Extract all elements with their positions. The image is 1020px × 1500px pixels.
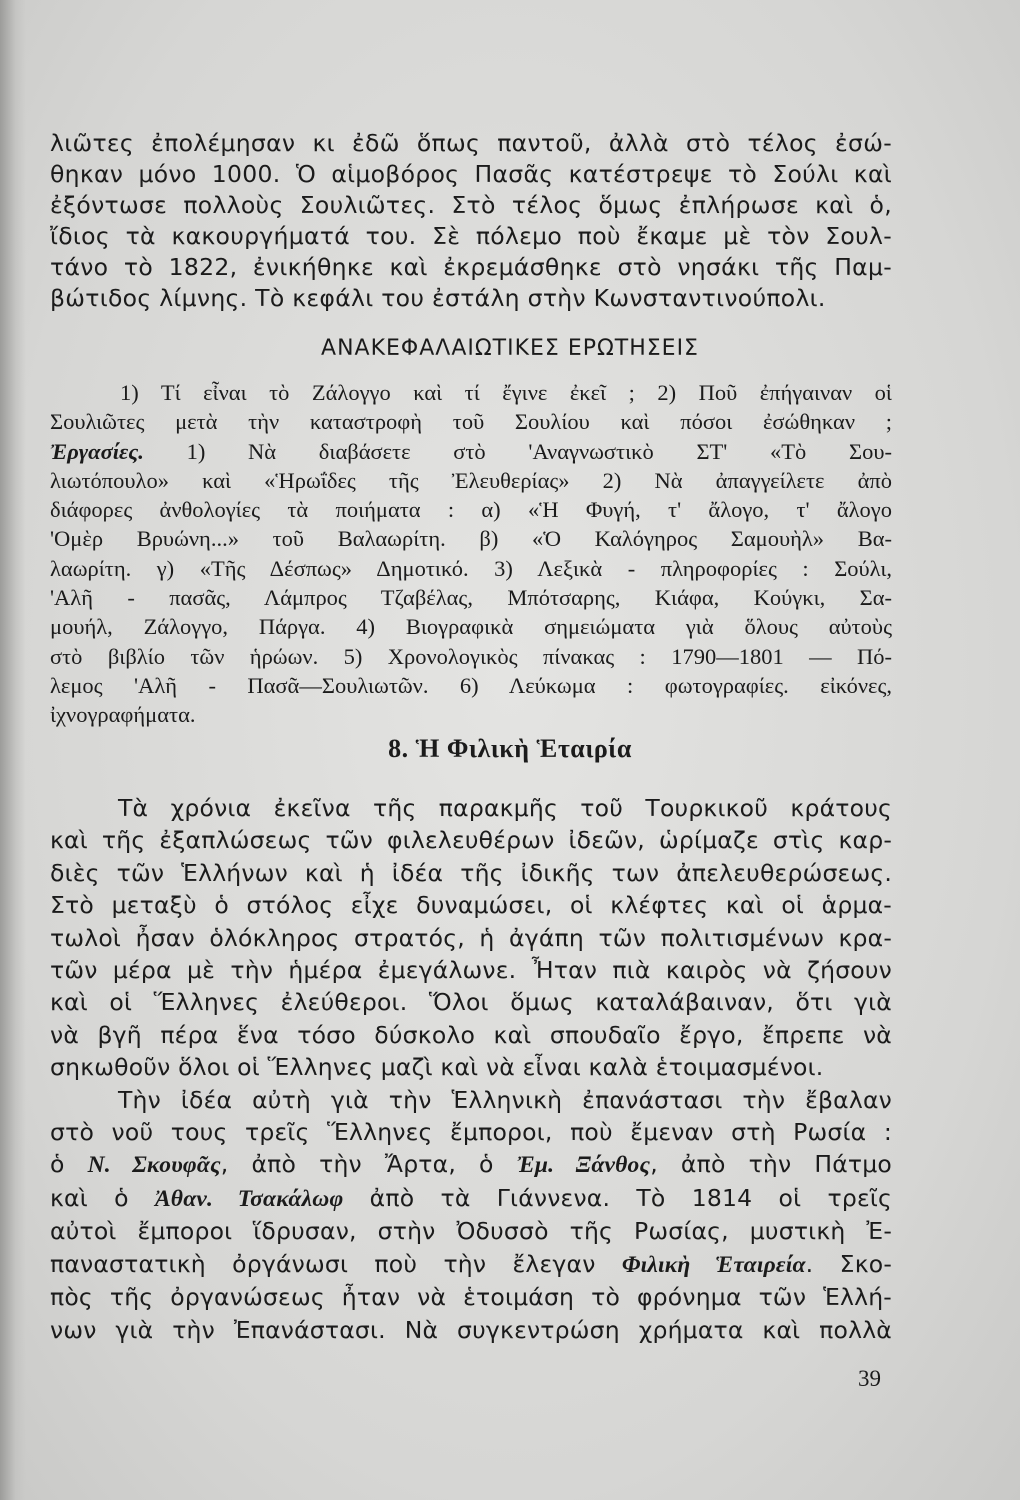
text-line: νὰ βγῆ πέρα ἕνα τόσο δύσκολο καὶ σπουδαῖο ἔργο, ἔπρεπε νὰ	[50, 1020, 892, 1049]
text-line: 'Αλῆ - πασᾶς, Λάμπρος Τζαβέλας, Μπότσαρης, Κιάφα, Κούγκι, Σα-	[50, 585, 892, 611]
activities-label: Ἐργασίες.	[50, 438, 144, 464]
chapter-body	[50, 792, 892, 1346]
review-questions-heading: ΑΝΑΚΕΦΑΛΑΙΩΤΙΚΕΣ ΕΡΩΤΗΣΕΙΣ	[321, 336, 699, 361]
text-line: λαωρίτη. γ) «Τῆς Δέσπως» Δημοτικό. 3) Λεξικὰ - πληροφορίες : Σούλι,	[50, 555, 892, 581]
text-segment: . Σκο-	[805, 1249, 893, 1278]
text-line: καὶ τῆς ἐξαπλώσεως τῶν φιλελευθέρων ἰδεῶν, ὡρίμαζε στὶς καρ-	[50, 826, 892, 855]
text-line: 1) Τί εἶναι τὸ Ζάλογγο καὶ τί ἔγινε ἐκεῖ ; 2) Ποῦ ἐπήγαιναν οἱ	[120, 380, 892, 405]
text-line: νων γιὰ τὴν Ἐπανάστασι. Νὰ συγκεντρώση χρήματα καὶ πολλὰ	[50, 1315, 892, 1344]
review-questions	[50, 378, 892, 730]
text-segment: , ἀπὸ τὴν Ἄρτα, ὁ	[220, 1150, 494, 1179]
text-line: πὸς τῆς ὀργανώσεως ἦταν νὰ ἑτοιμάση τὸ φρόνημα τῶν Ἑλλή-	[50, 1283, 892, 1312]
text-line: τῶν μέρα μὲ τὴν ἡμέρα ἐμεγάλωνε. Ἦταν πιὰ καιρὸς νὰ ζήσουν	[50, 956, 892, 985]
text-line: ἴδιος τὰ κακουργήματά του. Σὲ πόλεμο ποὺ ἔκαμε μὲ τὸν Σουλ-	[50, 222, 892, 250]
chapter-title: 8. Ἡ Φιλικὴ Ἑταιρία	[388, 734, 632, 763]
text-segment: παναστατικὴ ὀργάνωσι ποὺ τὴν ἔλεγαν	[50, 1249, 596, 1278]
text-line: διὲς τῶν Ἑλλήνων καὶ ἡ ἰδέα τῆς ἰδικῆς των ἀπελευθερώσεως.	[50, 858, 892, 887]
text-segment: 1) Νὰ διαβάσετε στὸ 'Αναγνωστικὸ ΣΤ' «Τὸ Σου-	[186, 438, 892, 464]
text-line: Στὸ μεταξὺ ὁ στόλος εἶχε δυναμώσει, οἱ κλέφτες καὶ οἱ ἁρμα-	[50, 891, 892, 920]
person-name: Ν. Σκουφᾶς	[87, 1152, 221, 1179]
text-segment: καὶ ὁ	[50, 1183, 129, 1212]
text-line: λεμος 'Αλῆ - Πασᾶ—Σουλιωτῶν. 6) Λεύκωμα : φωτογραφίες. εἰκόνες,	[50, 672, 892, 698]
text-line: Σουλιῶτες μετὰ τὴν καταστροφὴ τοῦ Σουλίου καὶ πόσοι ἐσώθηκαν ;	[50, 409, 892, 435]
text-line: στὸ βιβλίο τῶν ἡρώων. 5) Χρονολογικὸς πίνακας : 1790—1801 — Πό-	[50, 643, 892, 669]
text-line	[50, 1148, 892, 1181]
text-line: στὸ νοῦ τους τρεῖς Ἕλληνες ἔμποροι, ποὺ ἔμεναν στὴ Ρωσία :	[50, 1118, 892, 1147]
text-line: Τὴν ἰδέα αὐτὴ γιὰ τὴν Ἑλληνικὴ ἐπανάστασι τὴν ἔβαλαν	[118, 1085, 892, 1114]
text-line: τάνο τὸ 1822, ἐνικήθηκε καὶ ἐκρεμάσθηκε στὸ νησάκι τῆς Παμ-	[50, 253, 892, 281]
text-line	[50, 437, 892, 466]
text-line	[50, 1248, 892, 1281]
text-line: ἐξόντωσε πολλοὺς Σουλιῶτες. Στὸ τέλος ὅμως ἐπλήρωσε καὶ ὁ,	[50, 191, 892, 219]
text-line: σηκωθοῦν ὅλοι οἱ Ἕλληνες μαζὶ καὶ νὰ εἶναι καλὰ ἑτοιμασμένοι.	[50, 1053, 824, 1082]
text-line: καὶ οἱ Ἕλληνες ἐλεύθεροι. Ὅλοι ὅμως καταλάβαιναν, ὅτι γιὰ	[50, 988, 892, 1017]
page-number: 39	[858, 1366, 881, 1391]
person-name: Ἐμ. Ξάνθος	[516, 1152, 651, 1179]
text-segment: ὁ	[50, 1150, 65, 1179]
text-line	[50, 1182, 892, 1215]
text-line: θηκαν μόνο 1000. Ὁ αἱμοβόρος Πασᾶς κατέστρεψε τὸ Σούλι καὶ	[50, 160, 892, 188]
text-line: 'Ομὲρ Βρυώνη...» τοῦ Βαλαωρίτη. β) «Ὁ Καλόγηρος Σαμουὴλ» Βα-	[50, 526, 892, 552]
society-name: Φιλικὴ Ἑταιρεία	[621, 1251, 806, 1278]
text-line: τωλοὶ ἦσαν ὁλόκληρος στρατός, ἡ ἀγάπη τῶν πολιτισμένων κρα-	[50, 923, 892, 952]
text-line: λιῶτες ἐπολέμησαν κι ἐδῶ ὅπως παντοῦ, ἀλλὰ στὸ τέλος ἐσώ-	[50, 129, 892, 157]
person-name: Ἀθαν. Τσακάλωφ	[154, 1185, 344, 1212]
text-line: διάφορες ἀνθολογίες τὰ ποιήματα : α) «Ἡ Φυγή, τ' ἄλογο, τ' ἄλογο	[50, 497, 892, 523]
text-line: Τὰ χρόνια ἐκεῖνα τῆς παρακμῆς τοῦ Τουρκικοῦ κράτους	[118, 794, 892, 822]
text-line: βώτιδος λίμνης. Τὸ κεφάλι του ἐστάλη στὴν Κωνσταντινούπολι.	[50, 284, 826, 312]
text-segment: ἀπὸ τὰ Γιάννενα. Τὸ 1814 οἱ τρεῖς	[369, 1183, 893, 1212]
text-line: λιωτόπουλο» καὶ «Ἡρωΐδες τῆς Ἐλευθερίας» 2) Νὰ ἀπαγγείλετε ἀπὸ	[50, 467, 892, 493]
text-line: μουήλ, Ζάλογγο, Πάργα. 4) Βιογραφικὰ σημειώματα γιὰ ὅλους αὐτοὺς	[50, 614, 892, 640]
text-segment: , ἀπὸ τὴν Πάτμο	[650, 1150, 893, 1179]
text-line: ἰχνογραφήματα.	[50, 702, 196, 728]
top-paragraph	[50, 128, 892, 314]
text-line: αὐτοὶ ἔμποροι ἵδρυσαν, στὴν Ὀδυσσὸ τῆς Ρωσίας, μυστικὴ Ἐ-	[50, 1217, 892, 1246]
